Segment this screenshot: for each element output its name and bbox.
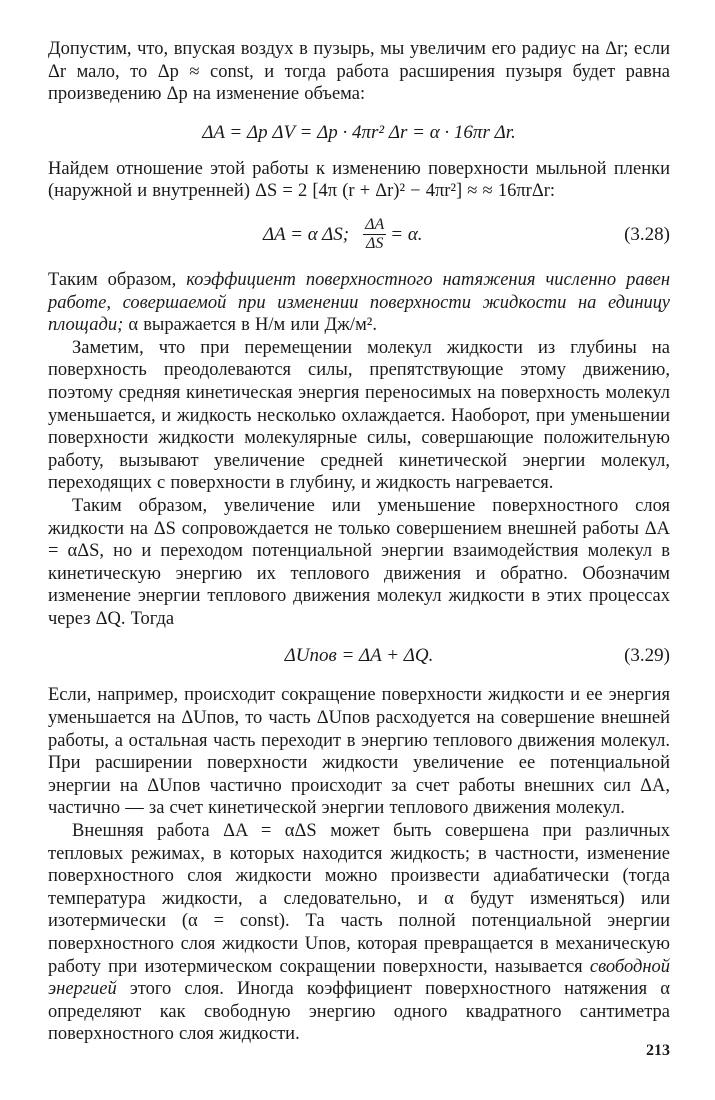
- equation-3-28-number: (3.28): [624, 223, 670, 245]
- equation-3-29-number: (3.29): [624, 645, 670, 667]
- page-content: [48, 38, 670, 1046]
- fraction-denominator: ΔS: [365, 235, 384, 253]
- equation-3-28-body: [263, 213, 423, 257]
- equation-3-29-body: ΔUпов = ΔA + ΔQ.: [284, 645, 434, 667]
- paragraph-7: [48, 820, 670, 1046]
- paragraph-6: Если, например, происходит сокращение поверхности жидкости и ее энергия уменьшается на ΔUпов, то часть ΔUпов расходуется на совершение внешней работы, а остальная часть переходит в энергию теплового движения молекул. При расширении поверхности жидкости увеличение ее потенциальной энергии на ΔUпов частично происходит за счет работы внешних сил ΔA, частично — за счет кинетической энергии теплового движения молекул.: [48, 685, 670, 819]
- page-number: 213: [646, 1042, 670, 1059]
- paragraph-5: Таким образом, увеличение или уменьшение поверхностного слоя жидкости на ΔS сопровождается не только совершением внешней работы ΔA = αΔS, но и переходом потенциальной энергии взаимодействия молекул в кинетическую энергию их теплового движения и обратно. Обозначим изменение энергии теплового движения молекул жидкости в этих процессах через ΔQ. Тогда: [48, 495, 670, 629]
- paragraph-7-start: Внешняя работа ΔA = αΔS может быть совершена при различных тепловых режимах, в которых находится жидкость; в частности, изменение поверхностного слоя жидкости можно произвести адиабатически (тогда температура жидкости, а следовательно, и α будут изменяться) или изотермически (α = const). Та часть полной потенциальной энергии поверхностного слоя жидкости Uпов, которая превращается в механическую работу при изотермическом сокращении поверхности, называется: [48, 821, 670, 977]
- equation-3-28-left: ΔA = α ΔS;: [263, 223, 350, 245]
- paragraph-4: Заметим, что при перемещении молекул жидкости из глубины на поверхность преодолеваются силы, препятствующие этому движению, поэтому средняя кинетическая энергия переносимых на поверхность молекул уменьшается, и жидкость несколько охлаждается. Наоборот, при уменьшении поверхности жидкости молекулярные силы, совершающие положительную работу, вызывают увеличение средней кинетической энергии молекул, переходящих с поверхности в глубину, и жидкость нагревается.: [48, 337, 670, 494]
- equation-3-28-right: = α.: [390, 223, 423, 245]
- paragraph-7-emphasis: свободной энергией: [48, 956, 670, 1000]
- paragraph-3-start: Таким образом,: [48, 269, 187, 290]
- paragraph-3-end: α выражается в Н/м или Дж/м².: [123, 315, 377, 336]
- paragraph-3: [48, 269, 670, 337]
- equation-3-28: [48, 213, 670, 257]
- fraction-numerator: ΔA: [365, 216, 385, 234]
- equation-1-body: ΔA = Δp ΔV = Δp · 4πr² Δr = α · 16πr Δr.: [202, 121, 516, 143]
- equation-3-29: [48, 642, 670, 670]
- paragraph-7-end: этого слоя. Иногда коэффициент поверхностного натяжения α определяют как свободную энергию одного квадратного сантиметра поверхностного слоя жидкости.: [48, 979, 670, 1045]
- paragraph-2: Найдем отношение этой работы к изменению поверхности мыльной пленки (наружной и внутренней) ΔS = 2 [4π (r + Δr)² − 4πr²] ≈ ≈ 16πrΔr:: [48, 158, 670, 202]
- equation-3-28-fraction: [363, 216, 386, 253]
- equation-1: [48, 120, 670, 146]
- paragraph-1: Допустим, что, впуская воздух в пузырь, мы увеличим его радиус на Δr; если Δr мало, то Δp ≈ const, и тогда работа расширения пузыря будет равна произведению Δp на изменение объема:: [48, 39, 670, 105]
- paragraph-3-emphasis: коэффициент поверхностного натяжения численно равен работе, совершаемой при изменении поверхности жидкости на единицу площади;: [48, 269, 671, 336]
